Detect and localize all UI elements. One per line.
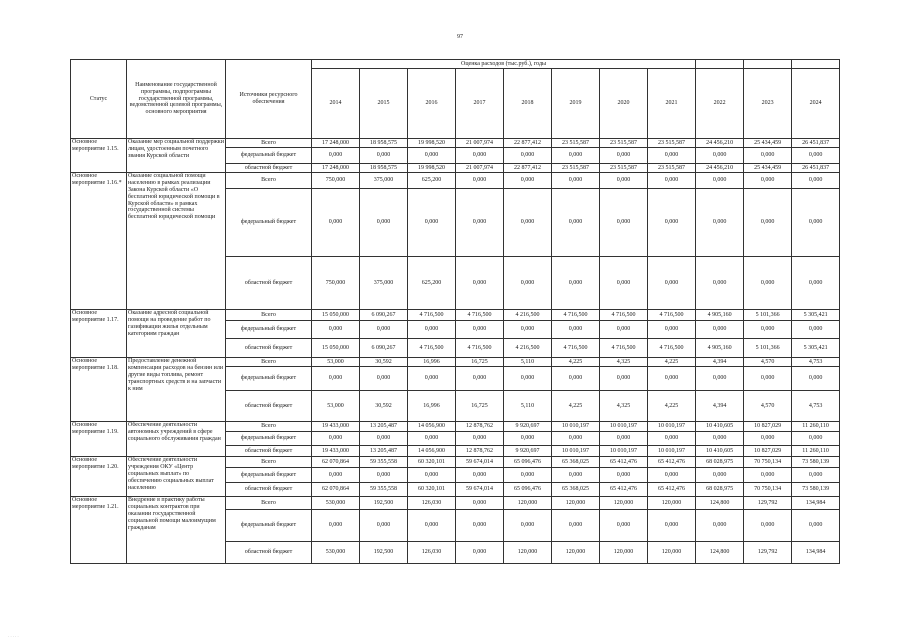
amount-cell: 9 920,697 xyxy=(504,446,552,457)
amount-cell: 4,753 xyxy=(792,358,840,367)
amount-cell: 22 877,412 xyxy=(504,164,552,173)
amount-cell: 0,000 xyxy=(456,321,504,339)
amount-cell: 0,000 xyxy=(504,432,552,446)
amount-cell: 0,000 xyxy=(504,321,552,339)
amount-cell: 62 070,864 xyxy=(312,483,360,497)
header-year: 2017 xyxy=(456,69,504,139)
amount-cell: 5,110 xyxy=(504,358,552,367)
amount-cell: 0,000 xyxy=(360,148,408,164)
amount-cell: 68 028,975 xyxy=(696,457,744,468)
amount-cell: 0,000 xyxy=(456,497,504,510)
amount-cell: 375,000 xyxy=(360,173,408,189)
measure-status: Основное мероприятие 1.21. xyxy=(71,497,127,564)
table-row xyxy=(71,457,840,468)
funding-source: областной бюджет xyxy=(226,257,312,310)
amount-cell: 0,000 xyxy=(504,468,552,483)
amount-cell: 65 412,476 xyxy=(600,483,648,497)
header-blank xyxy=(696,60,744,69)
header-year: 2020 xyxy=(600,69,648,139)
amount-cell: 10 010,197 xyxy=(552,422,600,432)
amount-cell: 126,030 xyxy=(408,497,456,510)
amount-cell: 65 412,476 xyxy=(648,457,696,468)
amount-cell: 4,225 xyxy=(648,391,696,422)
funding-source: областной бюджет xyxy=(226,446,312,457)
funding-source: областной бюджет xyxy=(226,164,312,173)
amount-cell: 19 433,000 xyxy=(312,422,360,432)
amount-cell: 65 368,025 xyxy=(552,483,600,497)
amount-cell: 0,000 xyxy=(744,468,792,483)
amount-cell: 0,000 xyxy=(360,510,408,542)
amount-cell: 4,570 xyxy=(744,358,792,367)
scan-artifact: · · · · · xyxy=(8,634,19,639)
funding-source: федеральный бюджет xyxy=(226,468,312,483)
funding-source: федеральный бюджет xyxy=(226,189,312,257)
amount-cell: 0,000 xyxy=(696,468,744,483)
amount-cell: 65 368,025 xyxy=(552,457,600,468)
measure-status: Основное мероприятие 1.16.* xyxy=(71,173,127,310)
amount-cell: 4 716,500 xyxy=(648,310,696,321)
amount-cell: 10 010,197 xyxy=(600,422,648,432)
amount-cell: 4,570 xyxy=(744,391,792,422)
header-year: 2019 xyxy=(552,69,600,139)
amount-cell: 120,000 xyxy=(648,497,696,510)
amount-cell: 124,800 xyxy=(696,497,744,510)
amount-cell: 0,000 xyxy=(456,173,504,189)
amount-cell: 0,000 xyxy=(456,367,504,391)
header-status: Статус xyxy=(71,60,127,139)
amount-cell: 0,000 xyxy=(456,257,504,310)
amount-cell: 0,000 xyxy=(744,321,792,339)
amount-cell: 0,000 xyxy=(408,510,456,542)
measure-name: Обеспечение деятельности автономных учреждений в сфере социального обслуживания граждан xyxy=(127,422,226,457)
measure-name: Предоставление денежной компенсации расходов на бензин или другие виды топлива, ремонт транспортных средств и на запчасти к ним xyxy=(127,358,226,422)
amount-cell: 0,000 xyxy=(600,257,648,310)
amount-cell: 23 515,587 xyxy=(648,164,696,173)
amount-cell: 0,000 xyxy=(408,321,456,339)
amount-cell: 4,325 xyxy=(600,358,648,367)
measure-status: Основное мероприятие 1.15. xyxy=(71,139,127,173)
amount-cell: 0,000 xyxy=(792,468,840,483)
funding-source: областной бюджет xyxy=(226,339,312,358)
amount-cell: 5,110 xyxy=(504,391,552,422)
amount-cell: 6 090,267 xyxy=(360,310,408,321)
measure-status: Основное мероприятие 1.17. xyxy=(71,310,127,358)
amount-cell: 0,000 xyxy=(360,189,408,257)
amount-cell: 0,000 xyxy=(408,189,456,257)
amount-cell: 21 007,974 xyxy=(456,139,504,148)
amount-cell: 0,000 xyxy=(648,148,696,164)
amount-cell: 62 070,864 xyxy=(312,457,360,468)
amount-cell: 192,500 xyxy=(360,497,408,510)
amount-cell: 750,000 xyxy=(312,257,360,310)
funding-source: Всего xyxy=(226,358,312,367)
amount-cell: 0,000 xyxy=(312,510,360,542)
amount-cell: 0,000 xyxy=(744,510,792,542)
funding-source: Всего xyxy=(226,173,312,189)
table-row xyxy=(71,139,840,148)
header-year: 2016 xyxy=(408,69,456,139)
amount-cell: 4 216,500 xyxy=(504,339,552,358)
amount-cell: 5 101,366 xyxy=(744,339,792,358)
amount-cell: 0,000 xyxy=(312,148,360,164)
amount-cell: 4 716,500 xyxy=(408,310,456,321)
amount-cell: 65 412,476 xyxy=(648,483,696,497)
amount-cell: 0,000 xyxy=(600,432,648,446)
amount-cell: 0,000 xyxy=(312,321,360,339)
amount-cell: 10 410,605 xyxy=(696,446,744,457)
table-row xyxy=(71,358,840,367)
amount-cell: 0,000 xyxy=(552,432,600,446)
header-year: 2018 xyxy=(504,69,552,139)
amount-cell: 625,200 xyxy=(408,173,456,189)
amount-cell: 59 355,558 xyxy=(360,483,408,497)
amount-cell: 750,000 xyxy=(312,173,360,189)
amount-cell: 0,000 xyxy=(744,257,792,310)
amount-cell: 14 056,900 xyxy=(408,422,456,432)
amount-cell: 23 515,587 xyxy=(552,139,600,148)
amount-cell: 4 216,500 xyxy=(504,310,552,321)
amount-cell: 134,984 xyxy=(792,542,840,564)
measure-name: Оказание мер социальной поддержки лицам, удостоенным почетного звания Курской области xyxy=(127,139,226,173)
amount-cell: 0,000 xyxy=(696,367,744,391)
header-year: 2024 xyxy=(792,69,840,139)
amount-cell: 60 320,101 xyxy=(408,483,456,497)
amount-cell: 0,000 xyxy=(696,257,744,310)
amount-cell: 10 010,197 xyxy=(648,422,696,432)
amount-cell: 13 205,487 xyxy=(360,446,408,457)
amount-cell: 0,000 xyxy=(696,510,744,542)
amount-cell: 0,000 xyxy=(600,148,648,164)
amount-cell: 0,000 xyxy=(552,321,600,339)
amount-cell: 24 456,210 xyxy=(696,139,744,148)
header-year: 2022 xyxy=(696,69,744,139)
amount-cell: 30,592 xyxy=(360,358,408,367)
amount-cell: 0,000 xyxy=(456,542,504,564)
amount-cell: 0,000 xyxy=(792,510,840,542)
amount-cell: 0,000 xyxy=(408,468,456,483)
amount-cell: 60 320,101 xyxy=(408,457,456,468)
amount-cell: 73 580,139 xyxy=(792,483,840,497)
amount-cell: 120,000 xyxy=(504,542,552,564)
amount-cell: 6 090,267 xyxy=(360,339,408,358)
amount-cell: 22 877,412 xyxy=(504,139,552,148)
amount-cell: 0,000 xyxy=(504,257,552,310)
amount-cell: 120,000 xyxy=(504,497,552,510)
amount-cell: 120,000 xyxy=(648,542,696,564)
measure-name: Обеспечение деятельности учреждения ОКУ «Центр социальных выплат» по обеспечению социальных выплат населению xyxy=(127,457,226,497)
funding-source: Всего xyxy=(226,497,312,510)
amount-cell: 12 878,762 xyxy=(456,422,504,432)
amount-cell: 0,000 xyxy=(600,468,648,483)
amount-cell: 0,000 xyxy=(408,367,456,391)
amount-cell: 17 248,000 xyxy=(312,139,360,148)
amount-cell: 0,000 xyxy=(744,148,792,164)
amount-cell: 0,000 xyxy=(744,173,792,189)
amount-cell: 126,030 xyxy=(408,542,456,564)
amount-cell: 10 827,029 xyxy=(744,422,792,432)
amount-cell: 4,394 xyxy=(696,391,744,422)
amount-cell: 4 716,500 xyxy=(552,339,600,358)
amount-cell: 0,000 xyxy=(456,432,504,446)
amount-cell: 4 716,500 xyxy=(456,310,504,321)
amount-cell: 0,000 xyxy=(408,432,456,446)
amount-cell: 530,000 xyxy=(312,497,360,510)
amount-cell: 0,000 xyxy=(648,367,696,391)
amount-cell: 70 750,134 xyxy=(744,457,792,468)
amount-cell: 0,000 xyxy=(792,432,840,446)
amount-cell: 10 410,605 xyxy=(696,422,744,432)
amount-cell: 53,000 xyxy=(312,391,360,422)
funding-source: федеральный бюджет xyxy=(226,510,312,542)
amount-cell: 16,725 xyxy=(456,358,504,367)
amount-cell: 0,000 xyxy=(552,468,600,483)
amount-cell: 0,000 xyxy=(600,367,648,391)
expense-table xyxy=(70,59,840,564)
amount-cell: 4 716,500 xyxy=(600,310,648,321)
amount-cell: 0,000 xyxy=(360,367,408,391)
amount-cell: 0,000 xyxy=(552,173,600,189)
amount-cell: 0,000 xyxy=(792,257,840,310)
amount-cell: 120,000 xyxy=(600,542,648,564)
amount-cell: 21 007,974 xyxy=(456,164,504,173)
amount-cell: 5 305,421 xyxy=(792,310,840,321)
amount-cell: 15 050,000 xyxy=(312,310,360,321)
amount-cell: 4,394 xyxy=(696,358,744,367)
amount-cell: 10 827,029 xyxy=(744,446,792,457)
amount-cell: 4,753 xyxy=(792,391,840,422)
amount-cell: 0,000 xyxy=(744,432,792,446)
amount-cell: 73 580,139 xyxy=(792,457,840,468)
amount-cell: 12 878,762 xyxy=(456,446,504,457)
amount-cell: 4,225 xyxy=(552,391,600,422)
amount-cell: 17 248,000 xyxy=(312,164,360,173)
amount-cell: 23 515,587 xyxy=(552,164,600,173)
amount-cell: 0,000 xyxy=(456,189,504,257)
amount-cell: 10 010,197 xyxy=(600,446,648,457)
amount-cell: 24 456,210 xyxy=(696,164,744,173)
amount-cell: 0,000 xyxy=(792,321,840,339)
amount-cell: 0,000 xyxy=(792,189,840,257)
table-row xyxy=(71,422,840,432)
amount-cell: 19 998,520 xyxy=(408,139,456,148)
amount-cell: 0,000 xyxy=(744,189,792,257)
amount-cell: 16,725 xyxy=(456,391,504,422)
amount-cell: 0,000 xyxy=(696,148,744,164)
amount-cell: 65 412,476 xyxy=(600,457,648,468)
funding-source: областной бюджет xyxy=(226,391,312,422)
amount-cell: 0,000 xyxy=(456,510,504,542)
amount-cell: 0,000 xyxy=(504,189,552,257)
funding-source: Всего xyxy=(226,457,312,468)
amount-cell: 530,000 xyxy=(312,542,360,564)
amount-cell: 0,000 xyxy=(360,468,408,483)
amount-cell: 0,000 xyxy=(552,189,600,257)
amount-cell: 4 716,500 xyxy=(456,339,504,358)
amount-cell: 30,592 xyxy=(360,391,408,422)
amount-cell: 53,000 xyxy=(312,358,360,367)
amount-cell: 5 101,366 xyxy=(744,310,792,321)
amount-cell: 65 096,476 xyxy=(504,457,552,468)
amount-cell: 120,000 xyxy=(600,497,648,510)
header-blank xyxy=(744,60,792,69)
amount-cell: 0,000 xyxy=(648,468,696,483)
funding-source: федеральный бюджет xyxy=(226,148,312,164)
amount-cell: 4 716,500 xyxy=(648,339,696,358)
amount-cell: 625,200 xyxy=(408,257,456,310)
amount-cell: 0,000 xyxy=(648,189,696,257)
amount-cell: 0,000 xyxy=(648,432,696,446)
amount-cell: 0,000 xyxy=(360,432,408,446)
amount-cell: 19 998,520 xyxy=(408,164,456,173)
amount-cell: 59 355,558 xyxy=(360,457,408,468)
amount-cell: 25 434,459 xyxy=(744,139,792,148)
amount-cell: 10 010,197 xyxy=(552,446,600,457)
amount-cell: 59 674,014 xyxy=(456,483,504,497)
header-blank xyxy=(792,60,840,69)
amount-cell: 120,000 xyxy=(552,542,600,564)
amount-cell: 124,800 xyxy=(696,542,744,564)
funding-source: федеральный бюджет xyxy=(226,432,312,446)
amount-cell: 0,000 xyxy=(792,367,840,391)
measure-status: Основное мероприятие 1.20. xyxy=(71,457,127,497)
header-source: Источники ресурсного обеспечения xyxy=(226,60,312,139)
amount-cell: 0,000 xyxy=(552,367,600,391)
amount-cell: 0,000 xyxy=(504,510,552,542)
amount-cell: 4 905,160 xyxy=(696,339,744,358)
amount-cell: 0,000 xyxy=(552,148,600,164)
amount-cell: 0,000 xyxy=(792,148,840,164)
amount-cell: 0,000 xyxy=(696,432,744,446)
amount-cell: 16,996 xyxy=(408,391,456,422)
amount-cell: 129,792 xyxy=(744,542,792,564)
amount-cell: 10 010,197 xyxy=(648,446,696,457)
measure-name: Внедрение в практику работы социальных контрактов при оказании государственной социальной помощи малоимущим гражданам xyxy=(127,497,226,564)
amount-cell: 0,000 xyxy=(792,173,840,189)
amount-cell: 19 433,000 xyxy=(312,446,360,457)
amount-cell: 4 905,160 xyxy=(696,310,744,321)
amount-cell: 375,000 xyxy=(360,257,408,310)
measure-name: Оказание адресной социальной помощи на проведение работ по газификации жилья отдельным категориям граждан xyxy=(127,310,226,358)
amount-cell: 0,000 xyxy=(504,148,552,164)
header-year: 2021 xyxy=(648,69,696,139)
amount-cell: 192,500 xyxy=(360,542,408,564)
amount-cell: 11 260,110 xyxy=(792,446,840,457)
amount-cell: 0,000 xyxy=(312,189,360,257)
amount-cell: 59 674,014 xyxy=(456,457,504,468)
amount-cell: 5 305,421 xyxy=(792,339,840,358)
amount-cell: 134,984 xyxy=(792,497,840,510)
funding-source: областной бюджет xyxy=(226,542,312,564)
amount-cell: 120,000 xyxy=(552,497,600,510)
amount-cell: 4,225 xyxy=(552,358,600,367)
amount-cell: 9 920,697 xyxy=(504,422,552,432)
amount-cell: 0,000 xyxy=(600,189,648,257)
amount-cell: 0,000 xyxy=(648,173,696,189)
amount-cell: 0,000 xyxy=(552,510,600,542)
amount-cell: 0,000 xyxy=(456,468,504,483)
header-year: 2015 xyxy=(360,69,408,139)
funding-source: федеральный бюджет xyxy=(226,321,312,339)
amount-cell: 0,000 xyxy=(648,257,696,310)
amount-cell: 23 515,587 xyxy=(648,139,696,148)
amount-cell: 0,000 xyxy=(648,321,696,339)
table-row xyxy=(71,497,840,510)
funding-source: Всего xyxy=(226,310,312,321)
amount-cell: 0,000 xyxy=(312,367,360,391)
amount-cell: 0,000 xyxy=(696,321,744,339)
funding-source: Всего xyxy=(226,422,312,432)
amount-cell: 0,000 xyxy=(600,321,648,339)
header-year: 2014 xyxy=(312,69,360,139)
amount-cell: 15 050,000 xyxy=(312,339,360,358)
amount-cell: 18 958,575 xyxy=(360,139,408,148)
header-year: 2023 xyxy=(744,69,792,139)
table-row xyxy=(71,310,840,321)
amount-cell: 0,000 xyxy=(696,173,744,189)
amount-cell: 68 028,975 xyxy=(696,483,744,497)
amount-cell: 0,000 xyxy=(696,189,744,257)
header-estimate: Оценка расходов (тыс.руб.), годы xyxy=(312,60,696,69)
funding-source: Всего xyxy=(226,139,312,148)
amount-cell: 0,000 xyxy=(600,510,648,542)
amount-cell: 4,225 xyxy=(648,358,696,367)
amount-cell: 23 515,587 xyxy=(600,164,648,173)
measure-status: Основное мероприятие 1.18. xyxy=(71,358,127,422)
amount-cell: 11 260,110 xyxy=(792,422,840,432)
amount-cell: 0,000 xyxy=(408,148,456,164)
amount-cell: 129,792 xyxy=(744,497,792,510)
amount-cell: 0,000 xyxy=(552,257,600,310)
page-number: 97 xyxy=(457,34,463,40)
measure-name: Оказание социальной помощи населению в рамках реализации Закона Курской области «О бесплатной юридической помощи в Курской области» в рамках государственной системы бесплатной юридической помощи xyxy=(127,173,226,310)
amount-cell: 0,000 xyxy=(456,148,504,164)
amount-cell: 13 205,487 xyxy=(360,422,408,432)
funding-source: федеральный бюджет xyxy=(226,367,312,391)
amount-cell: 4,325 xyxy=(600,391,648,422)
amount-cell: 4 716,500 xyxy=(600,339,648,358)
amount-cell: 0,000 xyxy=(312,468,360,483)
funding-source: областной бюджет xyxy=(226,483,312,497)
header-name: Наименование государственной программы, подпрограммы государственной программы, ведомственной целевой программы, основного мероприятия xyxy=(127,60,226,139)
amount-cell: 0,000 xyxy=(648,510,696,542)
amount-cell: 0,000 xyxy=(600,173,648,189)
amount-cell: 23 515,587 xyxy=(600,139,648,148)
table-row xyxy=(71,173,840,189)
amount-cell: 0,000 xyxy=(504,367,552,391)
amount-cell: 0,000 xyxy=(744,367,792,391)
amount-cell: 18 958,575 xyxy=(360,164,408,173)
amount-cell: 4 716,500 xyxy=(552,310,600,321)
amount-cell: 0,000 xyxy=(312,432,360,446)
amount-cell: 0,000 xyxy=(360,321,408,339)
amount-cell: 0,000 xyxy=(504,173,552,189)
measure-status: Основное мероприятие 1.19. xyxy=(71,422,127,457)
amount-cell: 26 451,837 xyxy=(792,139,840,148)
amount-cell: 26 451,837 xyxy=(792,164,840,173)
amount-cell: 70 750,134 xyxy=(744,483,792,497)
amount-cell: 25 434,459 xyxy=(744,164,792,173)
amount-cell: 14 056,900 xyxy=(408,446,456,457)
amount-cell: 16,996 xyxy=(408,358,456,367)
amount-cell: 4 716,500 xyxy=(408,339,456,358)
amount-cell: 65 096,476 xyxy=(504,483,552,497)
